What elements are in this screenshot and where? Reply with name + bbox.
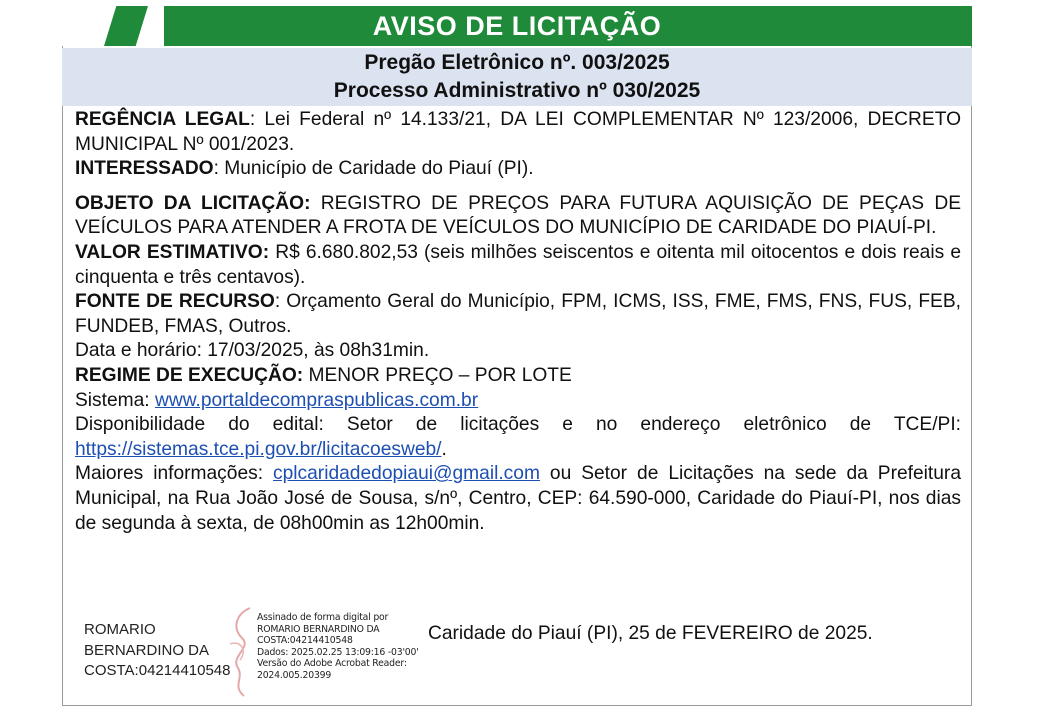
data-horario: Data e horário: 17/03/2025, às 08h31min.	[75, 340, 430, 362]
valor-label: VALOR ESTIMATIVO:	[75, 241, 270, 263]
regime-label: REGIME DE EXECUÇÃO:	[75, 364, 304, 386]
signature-detail-line: Versão do Adobe Acrobat Reader:	[257, 658, 407, 670]
sistema-paragraph	[75, 389, 961, 414]
email-link[interactable]: cplcaridadedopiaui@gmail.com	[273, 463, 540, 485]
valor-text: R$ 6.680.802,53 (seis milhões seiscentos e oitenta mil oitocentos e dois reais e cinquenta e três centavos).	[75, 241, 961, 288]
processo-number: Processo Administrativo nº 030/2025	[333, 79, 701, 102]
regencia-paragraph	[75, 108, 961, 157]
page-title: AVISO DE LICITAÇÃO	[372, 10, 662, 41]
objeto-paragraph	[75, 192, 961, 241]
fonte-label: FONTE DE RECURSO	[75, 291, 275, 313]
signer-line: ROMARIO	[84, 621, 156, 638]
regime-text: MENOR PREÇO – POR LOTE	[303, 364, 572, 386]
sistema-link[interactable]: www.portaldecompraspublicas.com.br	[154, 389, 479, 411]
pregao-number: Pregão Eletrônico nº. 003/2025	[364, 51, 670, 74]
edital-link[interactable]: https://sistemas.tce.pi.gov.br/licitacoesweb/	[75, 438, 442, 460]
info-before: Maiores informações:	[75, 463, 274, 485]
signer-name	[84, 620, 231, 682]
sistema-label: Sistema:	[75, 389, 155, 411]
interessado-paragraph	[75, 157, 961, 182]
signer-line: BERNARDINO DA	[84, 641, 210, 659]
subheader	[62, 48, 972, 106]
regencia-label: REGÊNCIA LEGAL	[75, 109, 250, 130]
notice-body	[75, 108, 961, 536]
edital-paragraph	[75, 413, 961, 462]
edital-after: .	[441, 438, 447, 460]
signature-detail-line: ROMARIO BERNARDINO DA	[257, 623, 380, 635]
info-after: ou Setor de Licitações na sede da Prefeitura Municipal, na Rua João José de Sousa, s/nº, Centro, CEP: 64.590-000, Caridade do Piauí-PI, nos dias de segunda à sexta, de 08h00min as 12h00min.	[75, 463, 961, 534]
interessado-label: INTERESSADO	[75, 158, 214, 180]
signature-detail-line: Dados: 2025.02.25 13:09:16 -03'00'	[257, 646, 419, 658]
signer-line: COSTA:04214410548	[84, 662, 231, 679]
fonte-text: : Orçamento Geral do Município, FPM, ICMS, ISS, FME, FMS, FNS, FUS, FEB, FUNDEB, FMAS, Outros.	[75, 291, 961, 337]
regime-paragraph	[75, 364, 961, 389]
fonte-paragraph	[75, 290, 961, 339]
edital-text: Disponibilidade do edital: Setor de licitações e no endereço eletrônico de TCE/PI:	[75, 414, 961, 436]
info-paragraph	[75, 462, 961, 536]
signature-detail-line: Assinado de forma digital por	[257, 612, 389, 623]
objeto-text: REGISTRO DE PREÇOS PARA FUTURA AQUISIÇÃO DE PEÇAS DE VEÍCULOS PARA ATENDER A FROTA DE VEÍCULOS DO MUNICÍPIO DE CARIDADE DO PIAUÍ-PI.	[75, 192, 961, 239]
interessado-text: : Município de Caridade do Piauí (PI).	[213, 158, 534, 180]
objeto-label: OBJETO DA LICITAÇÃO:	[75, 192, 311, 214]
regencia-text: : Lei Federal nº 14.133/21, DA LEI COMPLEMENTAR Nº 123/2006, DECRETO MUNICIPAL Nº 001/2023.	[75, 109, 961, 155]
signature-detail-line: 2024.005.20399	[257, 669, 332, 681]
place-date: Caridade do Piauí (PI), 25 de FEVEREIRO de 2025.	[428, 623, 873, 644]
valor-paragraph	[75, 241, 961, 290]
signature-mark-icon	[222, 604, 262, 700]
signature-detail-line: COSTA:04214410548	[257, 635, 353, 647]
signature-details	[257, 612, 419, 682]
